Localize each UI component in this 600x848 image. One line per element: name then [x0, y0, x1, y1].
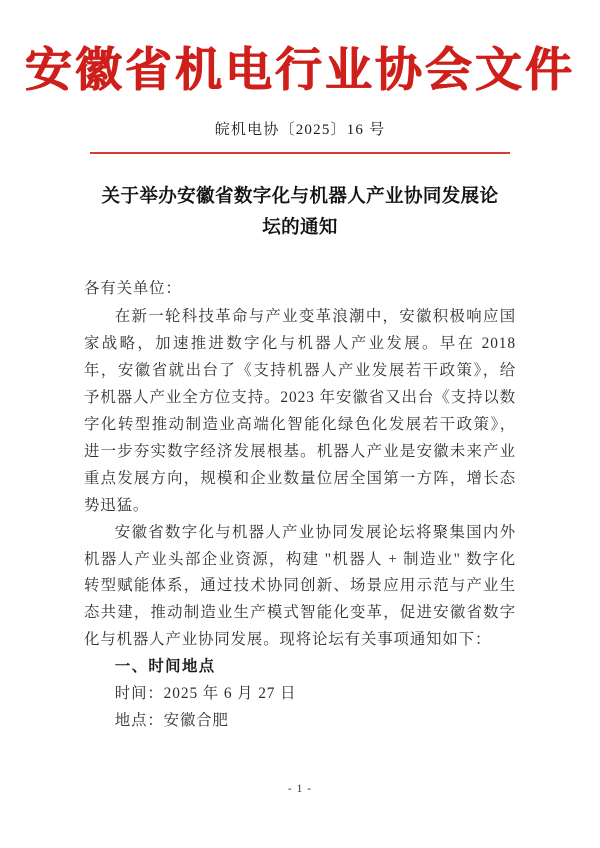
red-separator-rule — [90, 152, 510, 154]
letterhead — [0, 0, 600, 154]
section-detail-time: 时间：2025 年 6 月 27 日 — [114, 685, 297, 703]
organization-title: 安徽省机电行业协会文件 — [25, 45, 575, 97]
body-paragraph-2: 安徽省数字化与机器人产业协同发展论坛将聚集国内外机器人产业头部企业资源，构建 "机器人 + 制造业" 数字化转型赋能体系，通过技术协同创新、场景应用示范与产业生态共建，推动制造业生产模式智能化变革，促进安徽省数字化与机器人产业协同发展。现将论坛有关事项通知如下： — [84, 523, 516, 649]
body-paragraph-1: 在新一轮科技革命与产业变革浪潮中，安徽积极响应国家战略，加速推进数字化与机器人产业发展。早在 2018 年，安徽省就出台了《支持机器人产业发展若干政策》，给予机器人产业全方位支持。2023 年安徽省又出台《支持以数字化转型推动制造业高端化智能化绿色化发展若干政策》，进一步夯实数字经济发展根基。机器人产业是安徽未来产业重点发展方向，规模和企业数量位居全国第一方阵，增长态势迅猛。 — [84, 308, 516, 514]
section-detail-location: 地点：安徽合肥 — [114, 711, 229, 729]
salutation: 各有关单位： — [84, 280, 182, 298]
section-heading-1: 一、时间地点 — [114, 658, 216, 676]
document-body — [84, 276, 516, 734]
page-title: 关于举办安徽省数字化与机器人产业协同发展论坛的通知 — [101, 185, 499, 237]
page-number-footer: - 1 - — [287, 783, 313, 795]
document-number: 皖机电协〔2025〕16 号 — [214, 122, 386, 139]
